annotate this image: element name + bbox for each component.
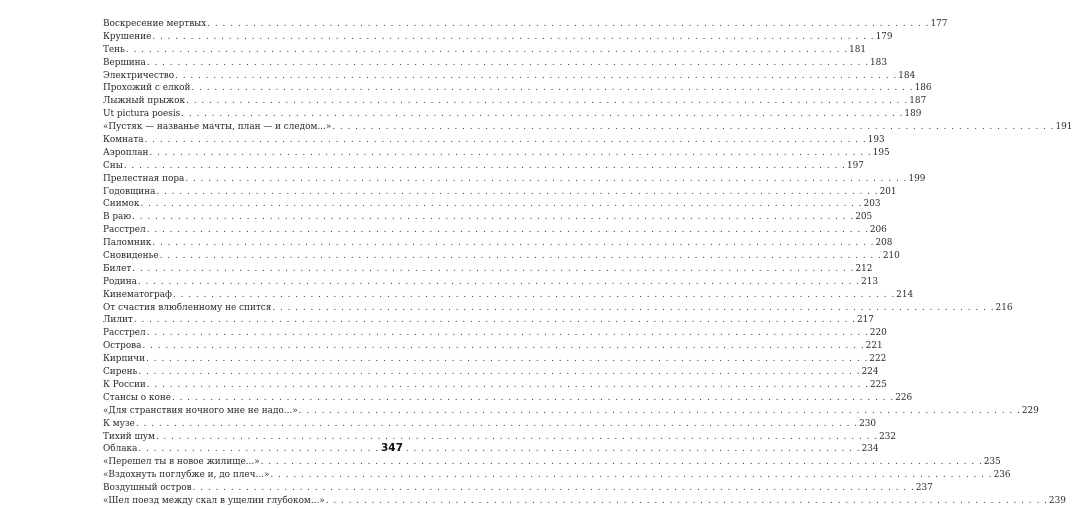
toc-entry-page: 199 — [908, 173, 926, 184]
toc-entry-page: 239 — [1048, 495, 1066, 506]
toc-entry-title: Стансы о коне — [103, 392, 171, 403]
toc-entry — [103, 431, 897, 444]
toc-entry-page: 208 — [875, 238, 893, 249]
toc-entry — [103, 456, 1001, 469]
toc-entry-title: Лилит — [103, 315, 133, 326]
dot-leader — [124, 160, 846, 173]
toc-entry-page: 189 — [904, 109, 922, 120]
toc-entry — [103, 469, 1011, 482]
toc-entry — [103, 147, 890, 160]
dot-leader — [147, 327, 869, 340]
dot-leader — [172, 392, 894, 405]
toc-entry-title: Расстрел — [103, 328, 146, 339]
dot-leader — [126, 44, 848, 57]
toc-entry-title: Воздушный остров — [103, 483, 192, 494]
toc-entry-title: Тень — [103, 44, 125, 55]
dot-leader — [207, 18, 929, 31]
dot-leader — [173, 289, 895, 302]
toc-entry-title: Сирень — [103, 367, 138, 378]
toc-entry-page: 183 — [870, 57, 887, 68]
toc-entry-title: Острова — [103, 341, 142, 352]
toc-entry-page: 206 — [869, 225, 887, 236]
dot-leader — [138, 366, 860, 379]
toc-entry — [103, 314, 874, 327]
toc-entry-title: Сны — [103, 160, 123, 171]
dot-leader — [299, 405, 1021, 418]
dot-leader — [145, 134, 867, 147]
toc-entry-page: 220 — [869, 328, 887, 339]
dot-leader — [149, 147, 871, 160]
dot-leader — [326, 495, 1048, 508]
toc-entry-page: 236 — [993, 470, 1011, 481]
toc-entry — [103, 250, 900, 263]
toc-entry-page: 184 — [898, 70, 916, 81]
toc-entry-page: 216 — [995, 302, 1013, 313]
dot-leader — [332, 121, 1054, 134]
toc-entry-title: Лыжный прыжок — [103, 96, 186, 107]
toc-entry — [103, 379, 887, 392]
toc-entry — [103, 392, 913, 405]
toc-entry-title: Снимок — [103, 199, 140, 210]
toc-entry-page: 222 — [869, 354, 887, 365]
dot-leader — [132, 263, 854, 276]
toc-entry-page: 214 — [896, 289, 914, 300]
toc-entry-page: 195 — [872, 147, 890, 158]
toc-entry-page: 213 — [861, 276, 879, 287]
page-number: 347 — [381, 442, 403, 454]
toc-entry-title: «Шел поезд между скал в ущелии глубоком...» — [103, 495, 325, 506]
toc-entry-page: 234 — [861, 444, 879, 455]
toc-entry-title: В раю — [103, 212, 132, 223]
dot-leader — [138, 276, 860, 289]
toc-entry-title: Ut pictura poesis — [103, 109, 181, 120]
dot-leader — [261, 456, 983, 469]
toc-entry — [103, 418, 877, 431]
toc-entry-title: «Вздохнуть поглубже и, до плеч...» — [103, 470, 270, 481]
toc-entry — [103, 108, 922, 121]
toc-entry — [103, 134, 885, 147]
toc-entry-title: Паломник — [103, 238, 152, 249]
toc-entry — [103, 18, 948, 31]
toc-entry-page: 197 — [846, 160, 864, 171]
toc-entry-title: К музе — [103, 418, 135, 429]
dot-leader — [152, 31, 874, 44]
toc-entry-title: Комната — [103, 135, 144, 146]
toc-entry-page: 179 — [875, 31, 893, 42]
toc-entry — [103, 340, 883, 353]
toc-entry — [103, 327, 887, 340]
toc-entry — [103, 224, 887, 237]
toc-entry-title: К России — [103, 379, 146, 390]
toc-entry-title: Крушение — [103, 31, 152, 42]
toc-entry-title: Кинематограф — [103, 289, 172, 300]
toc-entry-page: 224 — [861, 367, 879, 378]
toc-entry-page: 210 — [882, 251, 900, 262]
toc-entry-page: 217 — [857, 315, 874, 326]
toc-entry — [103, 276, 879, 289]
toc-entry — [103, 366, 879, 379]
toc-entry-title: Билет — [103, 263, 132, 274]
toc-entry — [103, 44, 867, 57]
toc-entry-page: 177 — [930, 19, 948, 29]
toc-entry — [103, 95, 927, 108]
toc-entry-page: 191 — [1055, 122, 1072, 133]
toc-entry-page: 237 — [915, 483, 933, 494]
toc-entry-page: 187 — [909, 96, 927, 107]
dot-leader — [136, 418, 858, 431]
toc-entry-page: 232 — [879, 431, 897, 442]
dot-leader — [160, 250, 882, 263]
toc-entry-title: Годовщина — [103, 186, 156, 197]
toc-entry — [103, 70, 916, 83]
dot-leader — [138, 443, 860, 456]
toc-entry-title: Воскресение мертвых — [103, 19, 207, 29]
toc-entry-title: Прохожий с елкой — [103, 83, 191, 94]
toc-entry — [103, 160, 864, 173]
toc-entry-page: 229 — [1021, 405, 1039, 416]
toc-entry — [103, 82, 932, 95]
toc-entry-page: 205 — [855, 212, 873, 223]
toc-entry — [103, 198, 881, 211]
toc-entry-page: 203 — [863, 199, 881, 210]
dot-leader — [156, 431, 878, 444]
dot-leader — [147, 379, 869, 392]
dot-leader — [132, 211, 854, 224]
toc-entry-title: Аэроплан — [103, 147, 149, 158]
dot-leader — [186, 95, 908, 108]
toc-entry-title: «Пустяк — названье мачты, план — и следом...» — [103, 122, 332, 133]
toc-entry — [103, 121, 1072, 134]
toc-entry-title: «Перешел ты в новое жилище...» — [103, 457, 260, 468]
toc-entry — [103, 57, 887, 70]
toc-entry-page: 186 — [914, 83, 932, 94]
dot-leader — [152, 237, 874, 250]
toc-entry-title: Облака — [103, 444, 138, 455]
toc-entry — [103, 237, 893, 250]
toc-entry-page: 221 — [865, 341, 883, 352]
toc-entry — [103, 482, 933, 495]
toc-entry — [103, 495, 1066, 508]
toc-entry — [103, 173, 926, 186]
toc-entry-page: 226 — [895, 392, 913, 403]
toc-entry-title: «Для странствия ночного мне не надо...» — [103, 405, 298, 416]
toc-entry-title: Сновиденье — [103, 251, 159, 262]
dot-leader — [270, 469, 992, 482]
dot-leader — [156, 186, 878, 199]
dot-leader — [175, 70, 897, 83]
toc-entry-title: Прелестная пора — [103, 173, 185, 184]
toc-entry-title: Родина — [103, 276, 137, 287]
dot-leader — [193, 482, 915, 495]
toc-entry-title: Электричество — [103, 70, 175, 81]
toc-entry-page: 181 — [849, 44, 867, 55]
dot-leader — [185, 173, 907, 186]
dot-leader — [146, 353, 868, 366]
toc-entry-page: 235 — [983, 457, 1001, 468]
dot-leader — [272, 302, 994, 315]
toc-entry-page: 230 — [859, 418, 877, 429]
toc-entry-page: 225 — [869, 379, 887, 390]
toc-entry — [103, 211, 873, 224]
dot-leader — [134, 314, 856, 327]
toc-entry — [103, 289, 914, 302]
toc-entry-title: Кирпичи — [103, 354, 146, 365]
toc-entry-title: От счастия влюбленному не спится — [103, 302, 272, 313]
dot-leader — [181, 108, 903, 121]
dot-leader — [191, 82, 913, 95]
dot-leader — [142, 340, 864, 353]
dot-leader — [147, 224, 869, 237]
toc-entry-page: 201 — [879, 186, 897, 197]
toc-entry — [103, 353, 887, 366]
toc-entry — [103, 263, 873, 276]
toc-entry-page: 212 — [855, 263, 873, 274]
toc-entry — [103, 405, 1039, 418]
toc-entry — [103, 186, 897, 199]
toc-entry — [103, 31, 893, 44]
toc-entry-page: 193 — [867, 135, 885, 146]
toc-entry-title: Расстрел — [103, 225, 146, 236]
toc-entry-title: Вершина — [103, 57, 146, 68]
dot-leader — [147, 57, 869, 70]
toc-entry — [103, 302, 1013, 315]
dot-leader — [140, 198, 862, 211]
toc-entry-title: Тихий шум — [103, 431, 155, 442]
